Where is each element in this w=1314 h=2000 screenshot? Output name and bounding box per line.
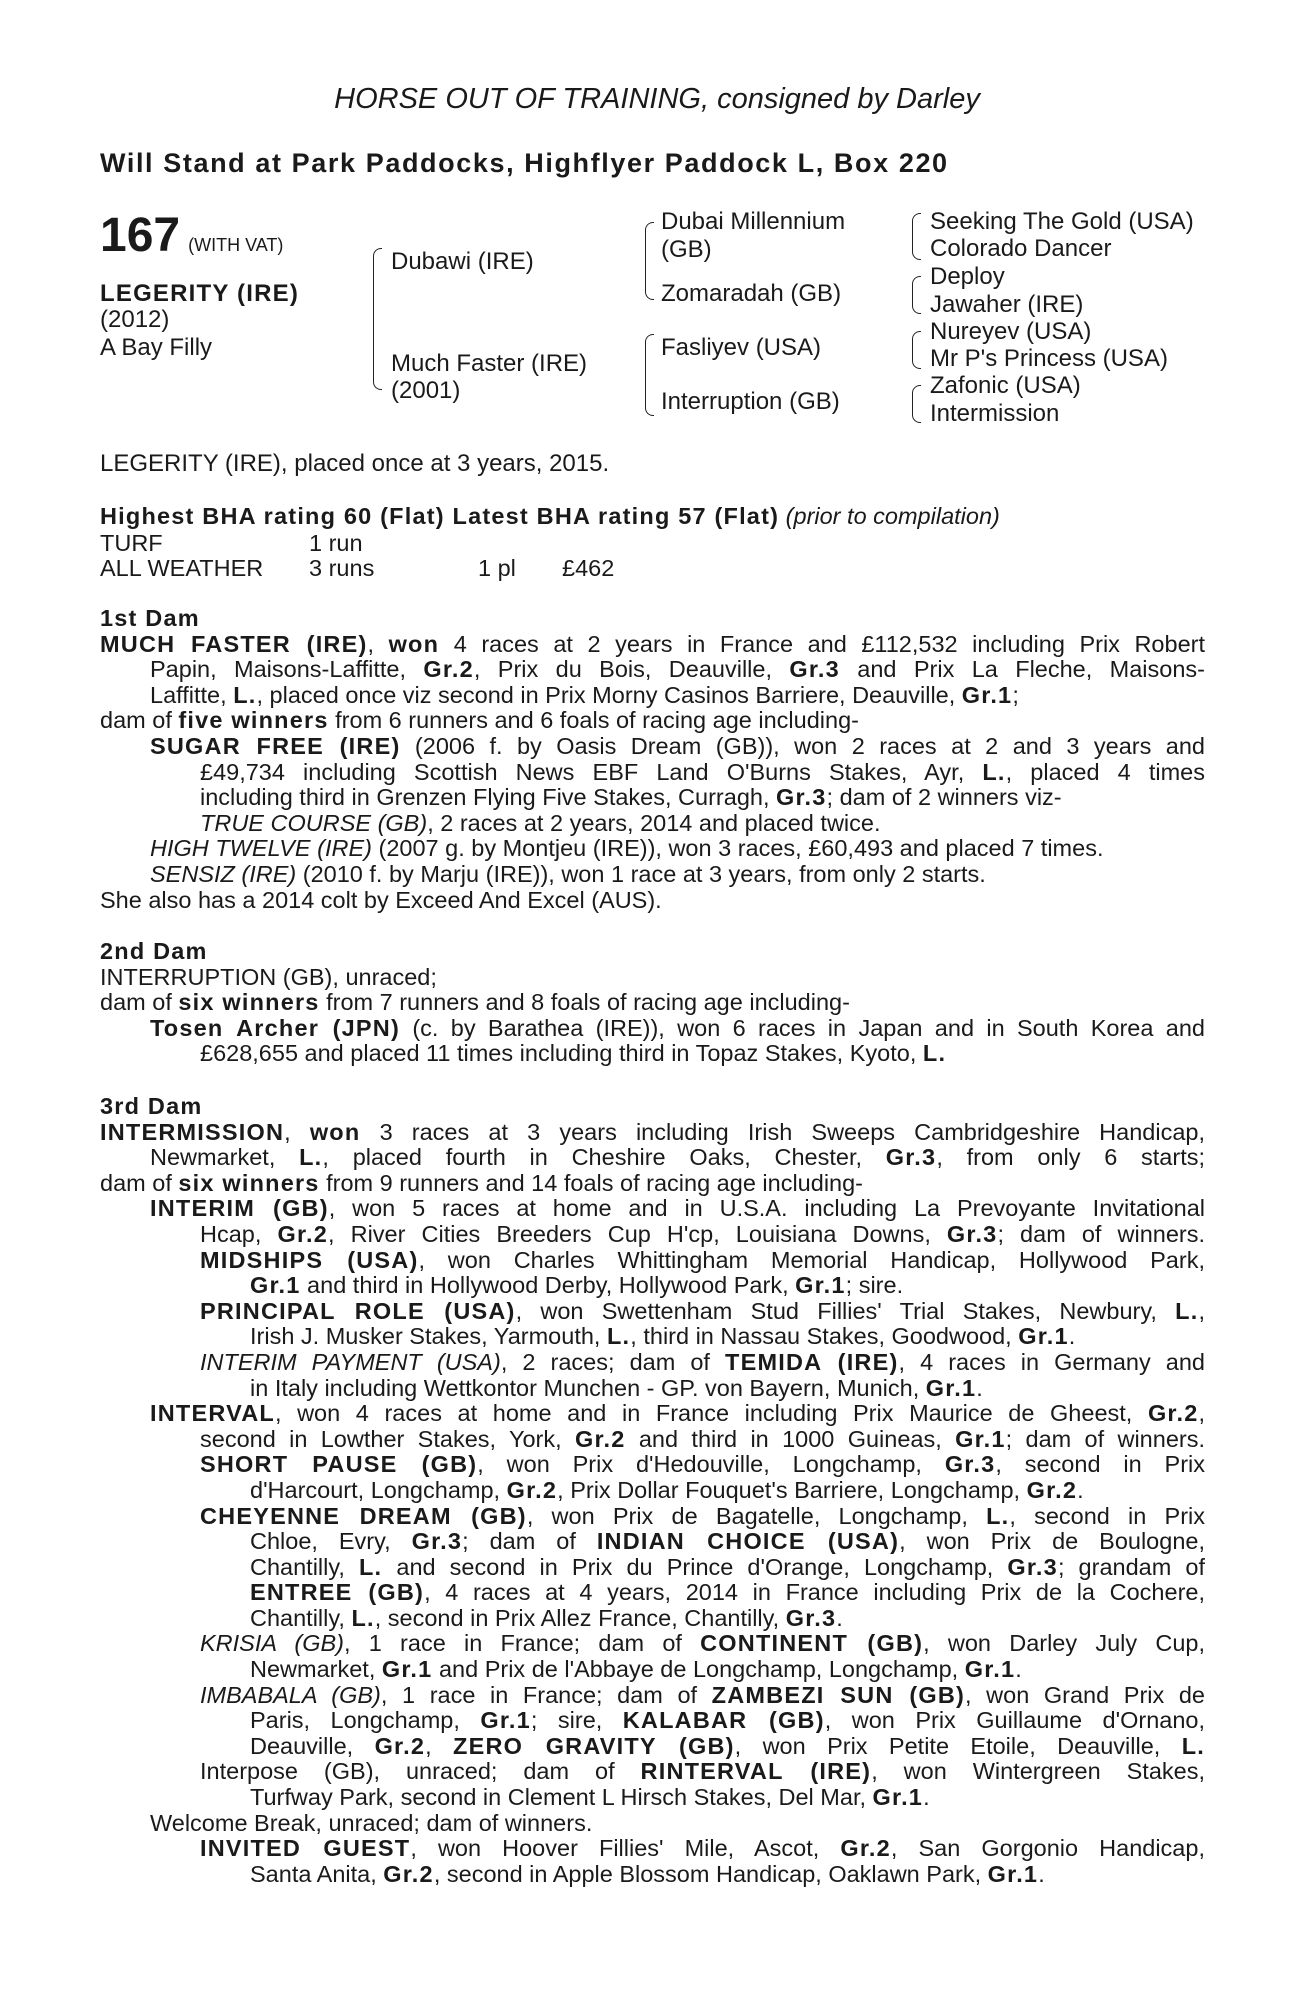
text-line: INTERIM PAYMENT (USA), 2 races; dam of TEMIDA (IRE), 4 races in Germany and xyxy=(200,1349,1205,1375)
section-heading: 2nd Dam xyxy=(100,939,208,964)
text-line: Welcome Break, unraced; dam of winners. xyxy=(150,1810,593,1836)
sire-sire: Dubai Millennium xyxy=(661,208,846,235)
horse-description: A Bay Filly xyxy=(100,334,213,361)
third-dam-section xyxy=(100,1094,1205,1887)
horse-year: (2012) xyxy=(100,306,170,333)
text-line: SENSIZ (IRE) (2010 f. by Marju (IRE)), won 1 race at 3 years, from only 2 starts. xyxy=(150,861,986,887)
text-line: Newmarket, L., placed fourth in Cheshire Oaks, Chester, Gr.3, from only 6 starts; xyxy=(150,1145,1205,1171)
stand-location: Will Stand at Park Paddocks, Highflyer Paddock L, Box 220 xyxy=(100,148,949,178)
dam: Much Faster (IRE) xyxy=(391,350,588,377)
g-nureyev: Nureyev (USA) xyxy=(930,318,1092,345)
ratings-line: Highest BHA rating 60 (Flat) Latest BHA rating 57 (Flat) (prior to compilation) xyxy=(100,503,1000,529)
text-line: KRISIA (GB), 1 race in France; dam of CONTINENT (GB), won Darley July Cup, xyxy=(200,1631,1205,1657)
section-heading: 1st Dam xyxy=(100,606,200,631)
text-line: INTERIM (GB), won 5 races at home and in U.S.A. including La Prevoyante Invitational xyxy=(150,1196,1205,1222)
text-line: PRINCIPAL ROLE (USA), won Swettenham Stud Fillies' Trial Stakes, Newbury, L., xyxy=(200,1298,1205,1324)
text-line: Chantilly, L., second in Prix Allez France, Chantilly, Gr.3. xyxy=(250,1605,843,1631)
g-colorado-dancer: Colorado Dancer xyxy=(930,235,1112,262)
text-line: Gr.1 and third in Hollywood Derby, Hollywood Park, Gr.1; sire. xyxy=(250,1273,904,1299)
text-line: Hcap, Gr.2, River Cities Breeders Cup H'cp, Louisiana Downs, Gr.3; dam of winners. xyxy=(200,1221,1205,1247)
text-line: IMBABALA (GB), 1 race in France; dam of ZAMBEZI SUN (GB), won Grand Prix de xyxy=(200,1682,1205,1708)
text-line: Santa Anita, Gr.2, second in Apple Blossom Handicap, Oaklawn Park, Gr.1. xyxy=(250,1861,1045,1887)
text-line: Deauville, Gr.2, ZERO GRAVITY (GB), won Prix Petite Etoile, Deauville, L. xyxy=(250,1733,1205,1759)
text-line: INVITED GUEST, won Hoover Fillies' Mile, Ascot, Gr.2, San Gorgonio Handicap, xyxy=(200,1836,1205,1862)
horse-name: LEGERITY (IRE) xyxy=(100,280,300,307)
dam-dam: Interruption (GB) xyxy=(661,388,840,415)
text-line: INTERRUPTION (GB), unraced; xyxy=(100,964,437,990)
text-line: INTERVAL, won 4 races at home and in France including Prix Maurice de Gheest, Gr.2, xyxy=(150,1401,1205,1427)
text-line: Irish J. Musker Stakes, Yarmouth, L., third in Nassau Stakes, Goodwood, Gr.1. xyxy=(250,1324,1076,1350)
text-line: in Italy including Wettkontor Munchen - GP. von Bayern, Munich, Gr.1. xyxy=(250,1375,983,1401)
text-line: TRUE COURSE (GB), 2 races at 2 years, 2014 and placed twice. xyxy=(200,810,881,836)
catalogue-title: HORSE OUT OF TRAINING, consigned by Darley xyxy=(334,83,980,115)
text-line: £628,655 and placed 11 times including third in Topaz Stakes, Kyoto, L. xyxy=(200,1041,947,1067)
text-line: Tosen Archer (JPN) (c. by Barathea (IRE)), won 6 races in Japan and in South Korea and xyxy=(150,1015,1205,1041)
text-line: INTERMISSION, won 3 races at 3 years including Irish Sweeps Cambridgeshire Handicap, xyxy=(100,1119,1205,1145)
text-line: Newmarket, Gr.1 and Prix de l'Abbaye de Longchamp, Longchamp, Gr.1. xyxy=(250,1657,1022,1683)
text-line: MIDSHIPS (USA), won Charles Whittingham Memorial Handicap, Hollywood Park, xyxy=(200,1247,1205,1273)
second-dam-section xyxy=(100,939,1205,1067)
text-line: Chantilly, L. and second in Prix du Prince d'Orange, Longchamp, Gr.3; grandam of xyxy=(250,1554,1205,1580)
g-seeking-the-gold: Seeking The Gold (USA) xyxy=(930,208,1194,235)
text-line: HIGH TWELVE (IRE) (2007 g. by Montjeu (IRE)), won 3 races, £60,493 and placed 7 times. xyxy=(150,836,1104,862)
text-line: Papin, Maisons-Laffitte, Gr.2, Prix du Bois, Deauville, Gr.3 and Prix La Fleche, Maisons- xyxy=(150,657,1205,683)
first-dam-section xyxy=(100,606,1205,913)
text-line: Turfway Park, second in Clement L Hirsch Stakes, Del Mar, Gr.1. xyxy=(250,1785,930,1811)
dam-year: (2001) xyxy=(391,377,461,404)
race-summary: LEGERITY (IRE), placed once at 3 years, 2015. xyxy=(100,450,610,477)
section-heading: 3rd Dam xyxy=(100,1094,203,1119)
text-line: Laffitte, L., placed once viz second in Prix Morny Casinos Barriere, Deauville, Gr.1; xyxy=(150,682,1019,708)
text-line: dam of six winners from 9 runners and 14 foals of racing age including- xyxy=(100,1170,864,1196)
text-line: £49,734 including Scottish News EBF Land O'Burns Stakes, Ayr, L., placed 4 times xyxy=(200,759,1205,785)
g-zafonic: Zafonic (USA) xyxy=(930,372,1081,399)
text-line: SHORT PAUSE (GB), won Prix d'Hedouville, Longchamp, Gr.3, second in Prix xyxy=(200,1452,1205,1478)
text-line: second in Lowther Stakes, York, Gr.2 and third in 1000 Guineas, Gr.1; dam of winners. xyxy=(200,1426,1205,1452)
text-line: ENTREE (GB), 4 races at 4 years, 2014 in France including Prix de la Cochere, xyxy=(250,1580,1205,1606)
ratings-table: TURF 1 run ALL WEATHER 3 runs 1 pl £462 xyxy=(100,530,615,581)
text-line: She also has a 2014 colt by Exceed And Excel (AUS). xyxy=(100,887,662,913)
lot-number: 167 (WITH VAT) xyxy=(100,209,284,262)
text-line: including third in Grenzen Flying Five Stakes, Curragh, Gr.3; dam of 2 winners viz- xyxy=(200,785,1062,811)
g-deploy: Deploy xyxy=(930,263,1005,290)
text-line: Interpose (GB), unraced; dam of RINTERVAL (IRE), won Wintergreen Stakes, xyxy=(200,1759,1205,1785)
g-intermission: Intermission xyxy=(930,400,1060,427)
sire: Dubawi (IRE) xyxy=(391,248,534,275)
text-line: d'Harcourt, Longchamp, Gr.2, Prix Dollar Fouquet's Barriere, Longchamp, Gr.2. xyxy=(250,1477,1084,1503)
text-line: dam of five winners from 6 runners and 6 foals of racing age including- xyxy=(100,708,859,734)
g-jawaher: Jawaher (IRE) xyxy=(930,291,1084,318)
g-mr-ps-princess: Mr P's Princess (USA) xyxy=(930,345,1168,372)
vat-note: (WITH VAT) xyxy=(188,235,284,255)
sire-dam: Zomaradah (GB) xyxy=(661,280,842,307)
text-line: CHEYENNE DREAM (GB), won Prix de Bagatelle, Longchamp, L., second in Prix xyxy=(200,1503,1205,1529)
text-line: MUCH FASTER (IRE), won 4 races at 2 years in France and £112,532 including Prix Robert xyxy=(100,631,1205,657)
sire-sire-country: (GB) xyxy=(661,236,712,263)
text-line: Chloe, Evry, Gr.3; dam of INDIAN CHOICE (USA), won Prix de Boulogne, xyxy=(250,1529,1205,1555)
text-line: dam of six winners from 7 runners and 8 foals of racing age including- xyxy=(100,990,850,1016)
dam-sire: Fasliyev (USA) xyxy=(661,334,822,361)
text-line: Paris, Longchamp, Gr.1; sire, KALABAR (GB), won Prix Guillaume d'Ornano, xyxy=(250,1708,1205,1734)
text-line: SUGAR FREE (IRE) (2006 f. by Oasis Dream (GB)), won 2 races at 2 and 3 years and xyxy=(150,733,1205,759)
